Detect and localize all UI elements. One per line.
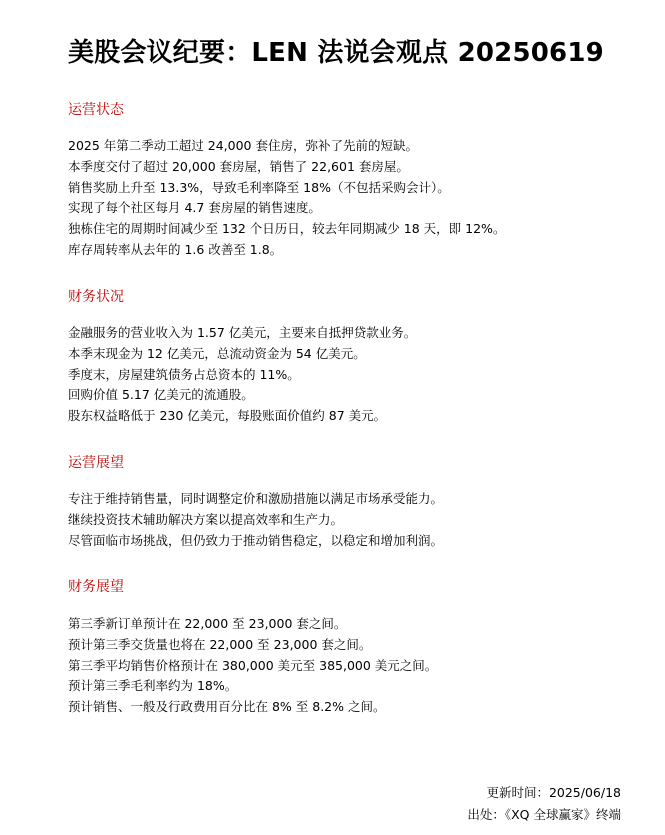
update-time: 更新时间：2025/06/18 [486,785,621,800]
list-item: 销售奖励上升至 13.3%，导致毛利率降至 18%（不包括采购会计）。 [68,179,450,195]
section-list-financial-outlook [68,614,437,718]
list-item: 第三季平均销售价格预计在 380,000 美元至 385,000 美元之间。 [68,657,438,673]
list-item: 股东权益略低于 230 亿美元，每股账面价值约 87 美元。 [68,408,387,424]
list-item: 库存周转率从去年的 1.6 改善至 1.8。 [68,241,283,257]
list-item: 2025 年第二季动工超过 24,000 套住房，弥补了先前的短缺。 [68,138,418,153]
section-heading-operating-status: 运营状态 [68,102,124,118]
list-item: 金融服务的营业收入为 1.57 亿美元，主要来自抵押贷款业务。 [68,325,417,340]
list-item: 预计第三季交货量也将在 22,000 至 23,000 套之间。 [68,636,372,652]
page-title: 美股会议纪要：LEN 法说会观点 20250619 [68,38,604,68]
section-list-operating-outlook [68,489,443,551]
list-item: 独栋住宅的周期时间减少至 132 个日历日，较去年同期减少 18 天，即 12%。 [68,221,506,237]
list-item: 专注于维持销售量，同时调整定价和激励措施以满足市场承受能力。 [68,491,444,506]
list-item: 本季度交付了超过 20,000 套房屋，销售了 22,601 套房屋。 [68,158,409,174]
list-item: 季度末，房屋建筑债务占总资本的 11%。 [68,366,300,382]
list-item: 继续投资技术辅助解决方案以提高效率和生产力。 [68,511,344,527]
list-item: 实现了每个社区每月 4.7 套房屋的销售速度。 [68,200,321,216]
section-heading-financial-status: 财务状况 [68,289,124,305]
section-list-operating-status [68,136,505,261]
section-heading-operating-outlook: 运营展望 [68,455,124,471]
section-list-financial-status [68,323,416,427]
section-heading-financial-outlook: 财务展望 [68,579,124,595]
list-item: 第三季新订单预计在 22,000 至 23,000 套之间。 [68,616,347,631]
list-item: 预计第三季毛利率约为 18%。 [68,678,238,694]
source-credit: 出处：《XQ 全球赢家》终端 [467,807,621,822]
list-item: 回购价值 5.17 亿美元的流通股。 [68,387,254,403]
list-item: 预计销售、一般及行政费用百分比在 8% 至 8.2% 之间。 [68,699,386,715]
list-item: 尽管面临市场挑战，但仍致力于推动销售稳定，以稳定和增加利润。 [68,532,444,548]
list-item: 本季末现金为 12 亿美元，总流动资金为 54 亿美元。 [68,345,366,361]
